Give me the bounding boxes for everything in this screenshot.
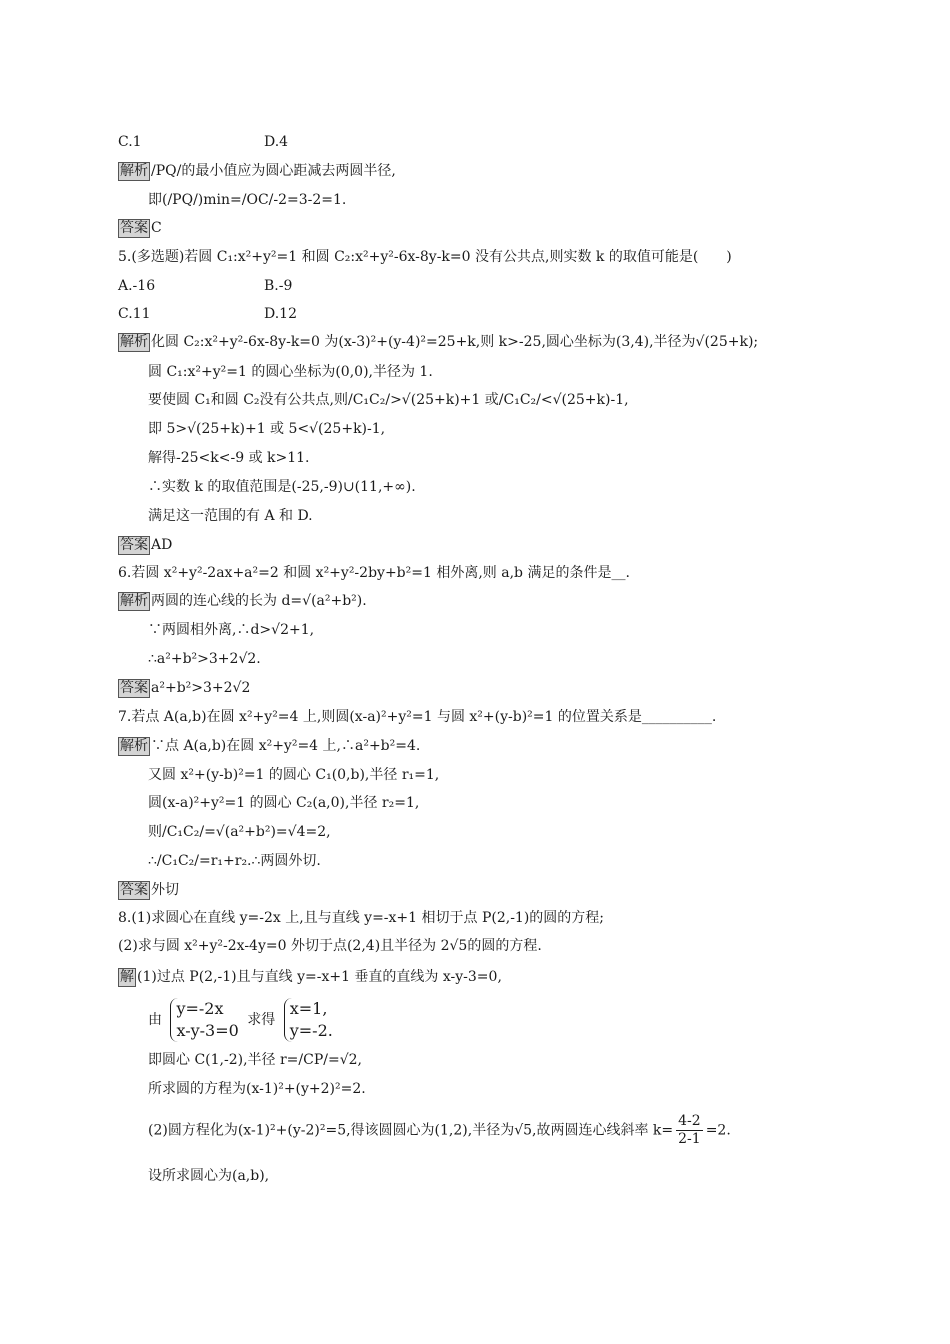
analysis-line: ∴/C₁C₂/=r₁+r₂.∴两圆外切.: [148, 853, 321, 869]
analysis-line: 要使圆 C₁和圆 C₂没有公共点,则/C₁C₂/>√(25+k)+1 或/C₁C₂/<√(25+k)-1,: [148, 392, 629, 408]
equation-system-line: 由 y=-2x x-y-3=0 求得 x=1, y=-2.: [148, 999, 333, 1040]
question-6: 6.若圆 x²+y²-2ax+a²=2 和圆 x²+y²-2by+b²=1 相外离,则 a,b 满足的条件是__.: [118, 565, 630, 581]
analysis-line: ∴实数 k 的取值范围是(-25,-9)∪(11,+∞).: [148, 479, 416, 495]
solution-line-fraction: (2)圆方程化为(x-1)²+(y-2)²=5,得该圆圆心为(1,2),半径为√5,故两圆连心线斜率 k= $\frac{4-2}{2-1}$ =2.: [148, 1113, 731, 1147]
question-8-part2: (2)求与圆 x²+y²-2x-4y=0 外切于点(2,4)且半径为 2√5的圆的方程.: [118, 938, 542, 954]
equation-system-2: x=1, y=-2.: [284, 998, 333, 1042]
analysis-line: 圆 C₁:x²+y²=1 的圆心坐标为(0,0),半径为 1.: [148, 364, 433, 380]
answer-tag: 答案: [120, 882, 148, 898]
option-a: A.-16: [118, 278, 156, 294]
analysis-line: 解析 ∵点 A(a,b)在圆 x²+y²=4 上,∴a²+b²=4.: [120, 738, 421, 754]
option-c: C.1: [118, 134, 142, 150]
analysis-line: 圆(x-a)²+y²=1 的圆心 C₂(a,0),半径 r₂=1,: [148, 795, 420, 811]
equation-system-1: y=-2x x-y-3=0: [170, 998, 238, 1042]
analysis-tag: 解析: [120, 593, 148, 609]
answer-tag: 答案: [120, 537, 148, 553]
analysis-line: 即(/PQ/)min=/OC/-2=3-2=1.: [148, 192, 347, 208]
option-d: D.12: [264, 306, 297, 322]
solution-line: 所求圆的方程为(x-1)²+(y+2)²=2.: [148, 1081, 366, 1097]
analysis-line: 则/C₁C₂/=√(a²+b²)=√4=2,: [148, 824, 331, 840]
solution-line: 即圆心 C(1,-2),半径 r=/CP/=√2,: [148, 1052, 362, 1068]
analysis-line: ∵两圆相外离,∴d>√2+1,: [148, 622, 315, 638]
question-7: 7.若点 A(a,b)在圆 x²+y²=4 上,则圆(x-a)²+y²=1 与圆 x²+(y-b)²=1 的位置关系是__________.: [118, 709, 717, 725]
analysis-tag: 解析: [120, 334, 148, 350]
analysis-line: 即 5>√(25+k)+1 或 5<√(25+k)-1,: [148, 421, 386, 437]
solution-line: 设所求圆心为(a,b),: [148, 1168, 270, 1184]
analysis-line: ∴a²+b²>3+2√2.: [148, 651, 261, 667]
analysis-line: 满足这一范围的有 A 和 D.: [148, 508, 313, 524]
option-b: B.-9: [264, 278, 293, 294]
analysis-tag: 解析: [120, 738, 148, 754]
question-5: 5.(多选题)若圆 C₁:x²+y²=1 和圆 C₂:x²+y²-6x-8y-k=0 没有公共点,则实数 k 的取值可能是( ): [118, 249, 732, 265]
question-8-part1: 8.(1)求圆心在直线 y=-2x 上,且与直线 y=-x+1 相切于点 P(2,-1)的圆的方程;: [118, 910, 605, 926]
answer-line: 答案 外切: [120, 882, 179, 898]
answer-tag: 答案: [120, 680, 148, 696]
analysis-line: 解析 化圆 C₂:x²+y²-6x-8y-k=0 为(x-3)²+(y-4)²=25+k,则 k>-25,圆心坐标为(3,4),半径为√(25+k);: [120, 334, 759, 350]
answer-tag: 答案: [120, 220, 148, 236]
option-d: D.4: [264, 134, 289, 150]
analysis-line: 解析 /PQ/的最小值应为圆心距减去两圆半径,: [120, 163, 396, 179]
analysis-line: 解析 两圆的连心线的长为 d=√(a²+b²).: [120, 593, 367, 609]
analysis-line: 解得-25<k<-9 或 k>11.: [148, 450, 310, 466]
solution-tag: 解: [120, 969, 134, 985]
slope-fraction: $\frac{4-2}{2-1}$: [678, 1113, 701, 1147]
analysis-tag: 解析: [120, 163, 148, 179]
analysis-line: 又圆 x²+(y-b)²=1 的圆心 C₁(0,b),半径 r₁=1,: [148, 767, 440, 783]
solution-line: 解 (1)过点 P(2,-1)且与直线 y=-x+1 垂直的直线为 x-y-3=0,: [120, 969, 502, 985]
answer-line: 答案 a²+b²>3+2√2: [120, 680, 251, 696]
answer-line: 答案 C: [120, 220, 162, 236]
option-c: C.11: [118, 306, 151, 322]
answer-line: 答案 AD: [120, 537, 173, 553]
